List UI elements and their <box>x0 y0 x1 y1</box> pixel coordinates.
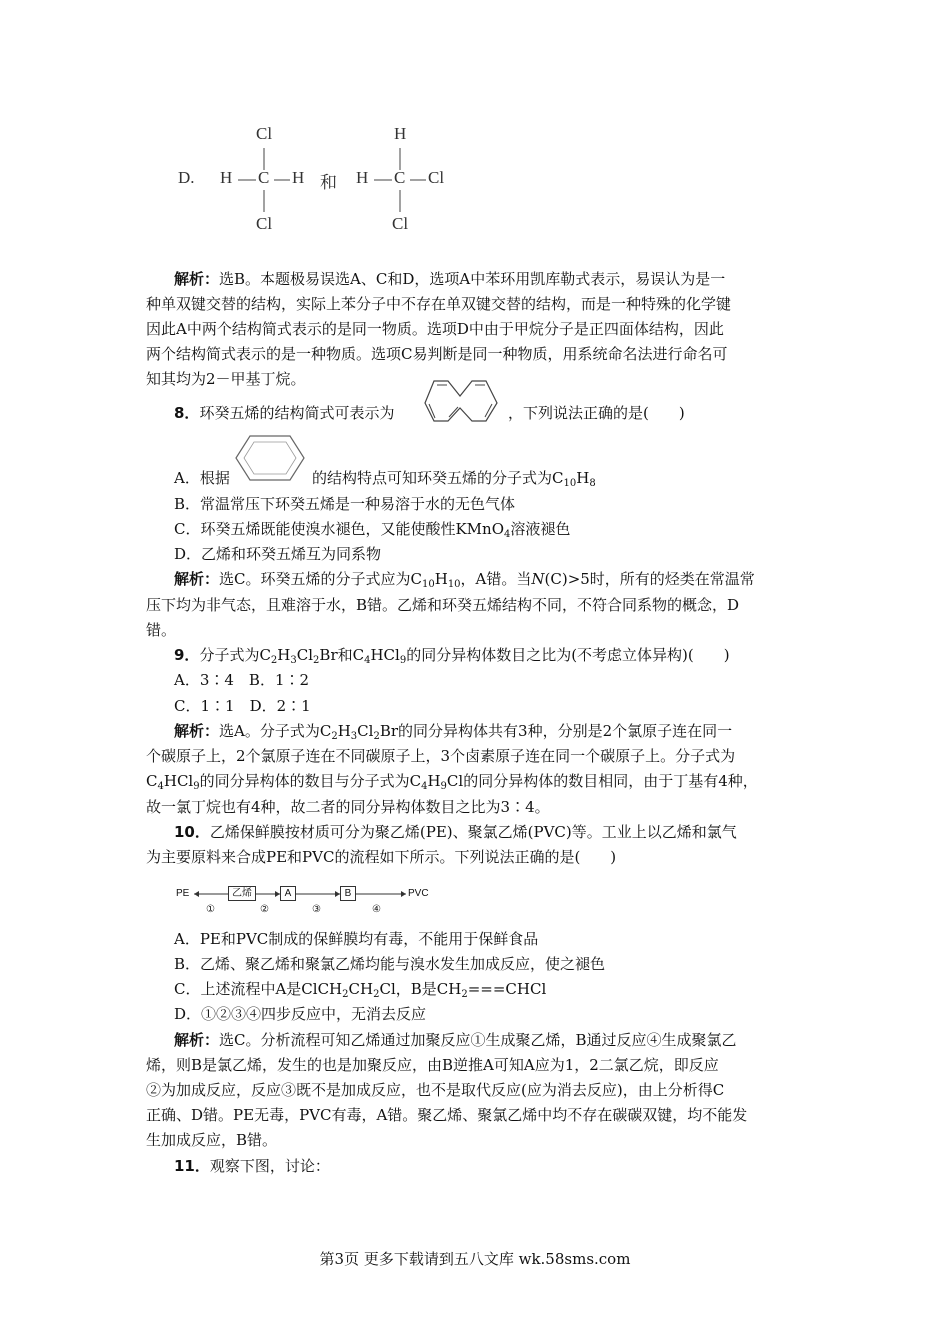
q7-jiexi-line: 知其均为2－甲基丁烷。 <box>146 370 306 388</box>
mol2-left-atom: H <box>356 168 369 187</box>
q7-jiexi-line: 两个结构简式表示的是一种物质。选项C易判断是同一种物质，用系统命名法进行命名可 <box>146 345 728 363</box>
q9-jiexi: 的同分异构体的数目与分子式为C <box>199 772 422 790</box>
q9-stem: HCl <box>370 646 400 664</box>
q8-jiexi: (C)>5时，所有的烃类在常温常 <box>544 570 755 588</box>
subscript: 4 <box>157 781 164 792</box>
subscript: 2 <box>461 989 468 1000</box>
subscript: 9 <box>193 781 200 792</box>
bond-lines <box>200 130 500 230</box>
naphthalene-like-structure-image <box>232 432 308 484</box>
q10-stem-line: 为主要原料来合成PE和PVC的流程如下所示。下列说法正确的是( ) <box>146 848 617 866</box>
q10-option-a: A．PE和PVC制成的保鲜膜均有毒，不能用于保鲜食品 <box>174 930 539 948</box>
q7-jiexi-line: 因此A中两个结构简式表示的是同一物质。选项D中由于甲烷分子是正四面体结构，因此 <box>146 320 724 338</box>
q10-option-d: D．①②③④四步反应中，无消去反应 <box>174 1005 427 1023</box>
subscript: 2 <box>331 731 338 742</box>
question-11 <box>174 1156 330 1176</box>
mol1-center-atom: C <box>258 168 270 187</box>
q8-jiexi-line: 压下均为非气态，且难溶于水，B错。乙烯和环癸五烯结构不同，不符合同系物的概念，D <box>146 596 740 614</box>
jiexi-label: 解析： <box>174 1031 220 1049</box>
q8-option-c: C．环癸五烯既能使溴水褪色，又能使酸性KMnO <box>174 520 505 538</box>
question-number: 10． <box>174 823 210 841</box>
q10-option-c: C．上述流程中A是ClCH <box>174 980 343 998</box>
q9-jiexi-line: 个碳原子上，2个氯原子连在不同碳原子上，3个卤素原子连在同一个碳原子上。分子式为 <box>146 747 736 765</box>
subscript: 10 <box>563 478 577 489</box>
q9-jiexi: Cl的同分异构体的数目相同，由于丁基有4种， <box>446 772 758 790</box>
q10-option-c: CH <box>348 980 374 998</box>
q10-jiexi-line: 生加成反应，B错。 <box>146 1131 278 1149</box>
mol1-bottom-atom: Cl <box>256 214 273 233</box>
q8-option-b: B．常温常压下环癸五烯是一种易溶于水的无色气体 <box>174 495 516 513</box>
flow-pe: PE <box>176 888 190 899</box>
synthesis-flow-diagram <box>176 886 446 920</box>
q8-option-a-text: H <box>576 469 590 487</box>
q8-jiexi: ，A错。当 <box>460 570 532 588</box>
subscript: 2 <box>270 655 278 666</box>
q9-stem: Br和C <box>319 646 365 664</box>
q9-jiexi: HCl <box>163 772 194 790</box>
subscript: 4 <box>364 655 371 666</box>
q8-jiexi-line: 错。 <box>146 621 177 639</box>
flow-ethylene-label: 乙烯 <box>232 888 252 899</box>
mol2-right-atom: Cl <box>428 168 445 187</box>
q8-stem: 环癸五烯的结构简式可表示为 <box>199 404 395 422</box>
cyclodecapentaene-structure-image <box>420 374 502 428</box>
jiexi-label: 解析： <box>174 570 220 588</box>
q9-jiexi: H <box>427 772 441 790</box>
and-text: 和 <box>320 173 337 192</box>
q8-option-a-prefix: A．根据 <box>174 469 230 487</box>
flow-step-1: ① <box>206 904 215 915</box>
q9-jiexi: C <box>146 772 158 790</box>
flow-arrows <box>176 886 416 902</box>
flow-step-2: ② <box>260 904 269 915</box>
subscript: 2 <box>342 989 349 1000</box>
subscript: 2 <box>373 989 380 1000</box>
q10-stem: 乙烯保鲜膜按材质可分为聚乙烯(PE)、聚氯乙烯(PVC)等。工业上以乙烯和氯气 <box>209 823 737 841</box>
q9-jiexi: Br的同分异构体共有3种，分别是2个氯原子连在同一 <box>379 722 733 740</box>
flow-a-label: A <box>284 888 292 899</box>
q10-option-b: B．乙烯、聚乙烯和聚氯乙烯均能与溴水发生加成反应，使之褪色 <box>174 955 606 973</box>
mol2-top-atom: H <box>394 124 407 143</box>
q9-jiexi: 选A。分子式为C <box>219 722 332 740</box>
q9-jiexi: H <box>337 722 351 740</box>
mol2-center-atom: C <box>394 168 406 187</box>
q10-jiexi-line: 烯，则B是氯乙烯，发生的也是加聚反应，由B逆推A可知A应为1，2二氯乙烷，即反应 <box>146 1056 719 1074</box>
flow-step-4: ④ <box>372 904 381 915</box>
flow-b-label: B <box>344 888 352 899</box>
q7-jiexi-line: 选B。本题极易误选A、C和D，选项A中苯环用凯库勒式表示，易误认为是一 <box>219 270 726 288</box>
q9-stem: Cl <box>296 646 314 664</box>
subscript: 3 <box>290 655 297 666</box>
q9-stem: 的同分异构体数目之比为(不考虑立体异构)( ) <box>406 646 730 664</box>
q8-option-d: D．乙烯和环癸五烯互为同系物 <box>174 545 382 563</box>
subscript: 9 <box>440 781 447 792</box>
mol2-bottom-atom: Cl <box>392 214 409 233</box>
question-number: 9． <box>174 646 200 664</box>
q7-jiexi-line: 种单双键交替的结构，实际上苯分子中不存在单双键交替的结构，而是一种特殊的化学键 <box>146 295 732 313</box>
q8-option-c: 溶液褪色 <box>510 520 571 538</box>
q8-option-a-text: 的结构特点可知环癸五烯的分子式为C <box>312 469 564 487</box>
subscript: 4 <box>421 781 428 792</box>
subscript: 4 <box>504 529 511 540</box>
flow-step-3: ③ <box>312 904 321 915</box>
q9-jiexi-line: 故一氯丁烷也有4种，故二者的同分异构体数目之比为3∶4。 <box>146 798 550 816</box>
mol1-right-atom: H <box>292 168 305 187</box>
q10-option-c: ===CHCl <box>467 980 547 998</box>
page-footer: 第3页 更多下载请到五八文库 wk.58sms.com <box>319 1250 631 1268</box>
subscript: 8 <box>589 478 596 489</box>
q8-stem-end: ，下列说法正确的是( ) <box>508 404 685 422</box>
q10-jiexi-line: ②为加成反应，反应③既不是加成反应，也不是取代反应(应为消去反应)，由上分析得C <box>146 1081 725 1099</box>
q9-stem: H <box>277 646 291 664</box>
option-d-label: D. <box>178 168 195 187</box>
q9-jiexi: Cl <box>357 722 374 740</box>
subscript: 9 <box>399 655 407 666</box>
mol1-top-atom: Cl <box>256 124 273 143</box>
q8-jiexi-italic: N <box>531 570 545 588</box>
q10-option-c: Cl，B是CH <box>379 980 462 998</box>
q10-jiexi-line: 正确、D错。PE无毒，PVC有毒，A错。聚乙烯、聚氯乙烯中均不存在碳碳双键，均不能发 <box>146 1106 748 1124</box>
q10-jiexi: 选C。分析流程可知乙烯通过加聚反应①生成聚乙烯，B通过反应④生成聚氯乙 <box>219 1031 737 1049</box>
subscript: 10 <box>421 579 435 590</box>
q11-stem: 观察下图，讨论： <box>209 1157 330 1175</box>
subscript: 3 <box>350 731 358 742</box>
q9-stem: 分子式为C <box>199 646 271 664</box>
subscript: 2 <box>313 655 320 666</box>
jiexi-label: 解析： <box>174 722 220 740</box>
question-number: 8． <box>174 404 200 422</box>
jiexi-label: 解析： <box>174 270 220 288</box>
flow-pvc: PVC <box>408 888 429 899</box>
subscript: 10 <box>447 579 461 590</box>
q8-jiexi: H <box>434 570 448 588</box>
q9-options-cd: C．1∶1 D．2∶1 <box>174 697 311 715</box>
q8-jiexi: 选C。环癸五烯的分子式应为C <box>219 570 422 588</box>
question-number: 11． <box>174 1157 210 1175</box>
q9-options-ab: A．3∶4 B．1∶2 <box>174 671 310 689</box>
subscript: 2 <box>373 731 380 742</box>
mol1-left-atom: H <box>220 168 233 187</box>
